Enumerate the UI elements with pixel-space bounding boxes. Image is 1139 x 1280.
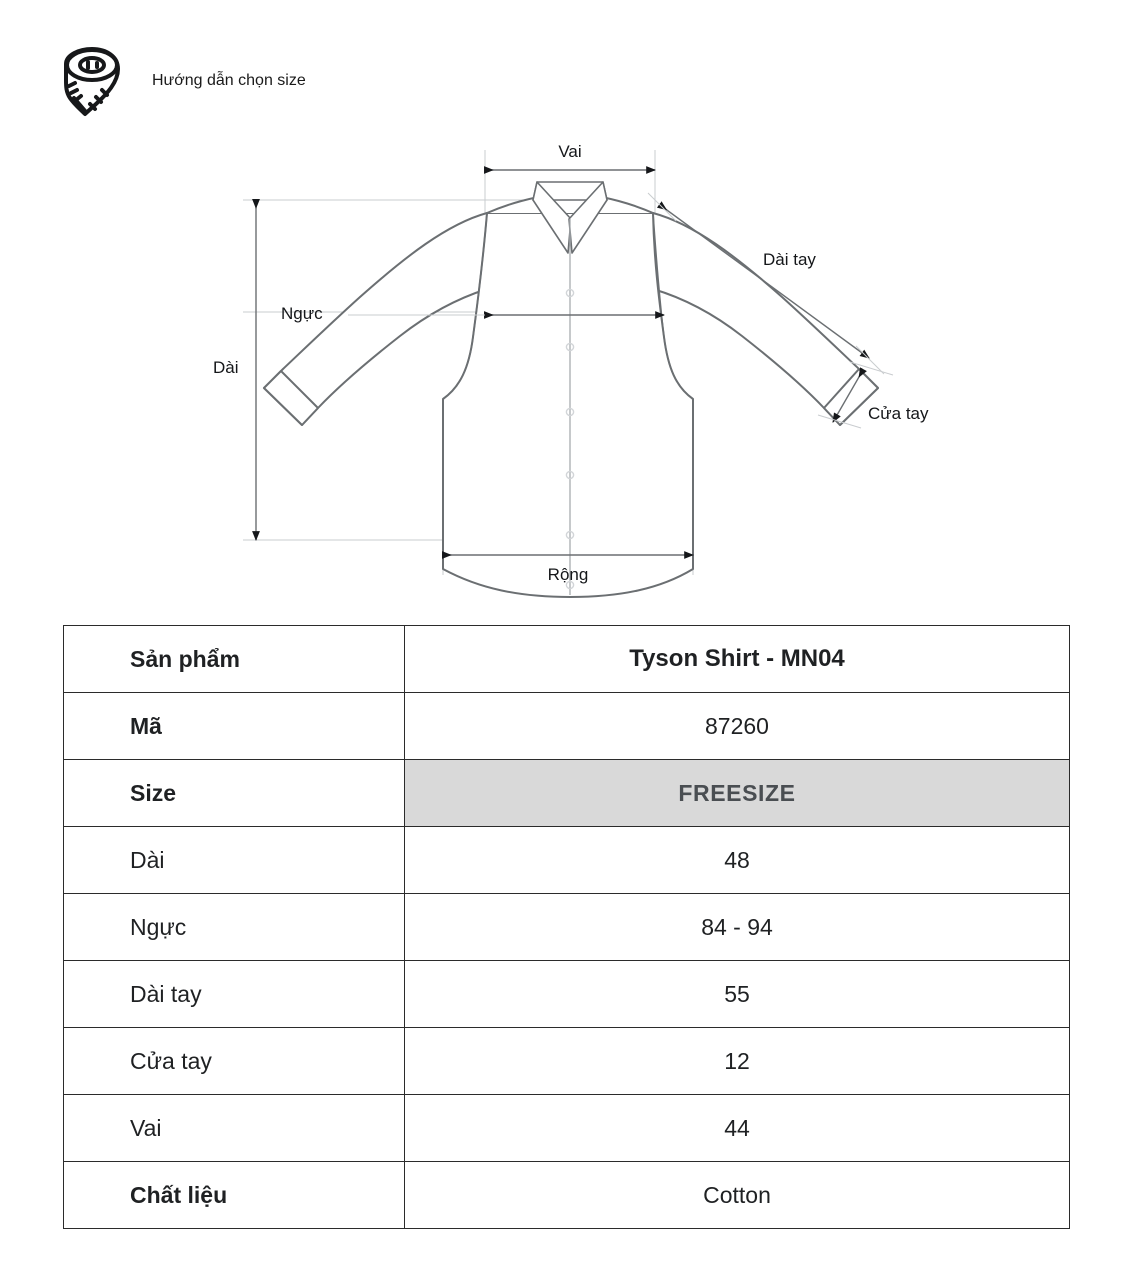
row-label: Sản phẩm [64,626,405,693]
row-label: Dài [64,827,405,894]
dimension-shoulder [485,142,655,170]
size-chart-table [63,625,1070,1229]
row-value: 48 [405,827,1070,894]
row-value: 84 - 94 [405,894,1070,961]
page-header [52,42,306,120]
table-row [64,1095,1070,1162]
row-label: Ngực [64,894,405,961]
row-label: Dài tay [64,961,405,1028]
table-row [64,1028,1070,1095]
row-label: Cửa tay [64,1028,405,1095]
row-label: Vai [64,1095,405,1162]
table-row [64,827,1070,894]
table-row [64,894,1070,961]
table-row [64,693,1070,760]
dimension-label-sleeve-length: Dài tay [763,250,816,269]
row-value: 12 [405,1028,1070,1095]
row-value: 44 [405,1095,1070,1162]
table-row [64,1162,1070,1229]
table-row [64,961,1070,1028]
row-value: 87260 [405,693,1070,760]
table-row [64,760,1070,827]
shirt-measurement-diagram [0,125,1139,605]
dimension-label-shoulder: Vai [558,142,582,161]
row-label: Chất liệu [64,1162,405,1229]
row-label: Mã [64,693,405,760]
dimension-label-width: Rộng [547,565,589,584]
row-value: 55 [405,961,1070,1028]
page-title: Hướng dẫn chọn size [152,72,306,89]
row-value: Cotton [405,1162,1070,1229]
row-label: Size [64,760,405,827]
dimension-length [213,200,256,540]
measuring-tape-icon [52,42,130,120]
table-row [64,626,1070,693]
row-value: Tyson Shirt - MN04 [405,626,1070,693]
dimension-label-chest: Ngực [281,304,323,323]
dimension-label-length: Dài [213,358,239,377]
dimension-label-cuff: Cửa tay [868,404,929,423]
row-value-size-badge: FREESIZE [405,760,1070,827]
